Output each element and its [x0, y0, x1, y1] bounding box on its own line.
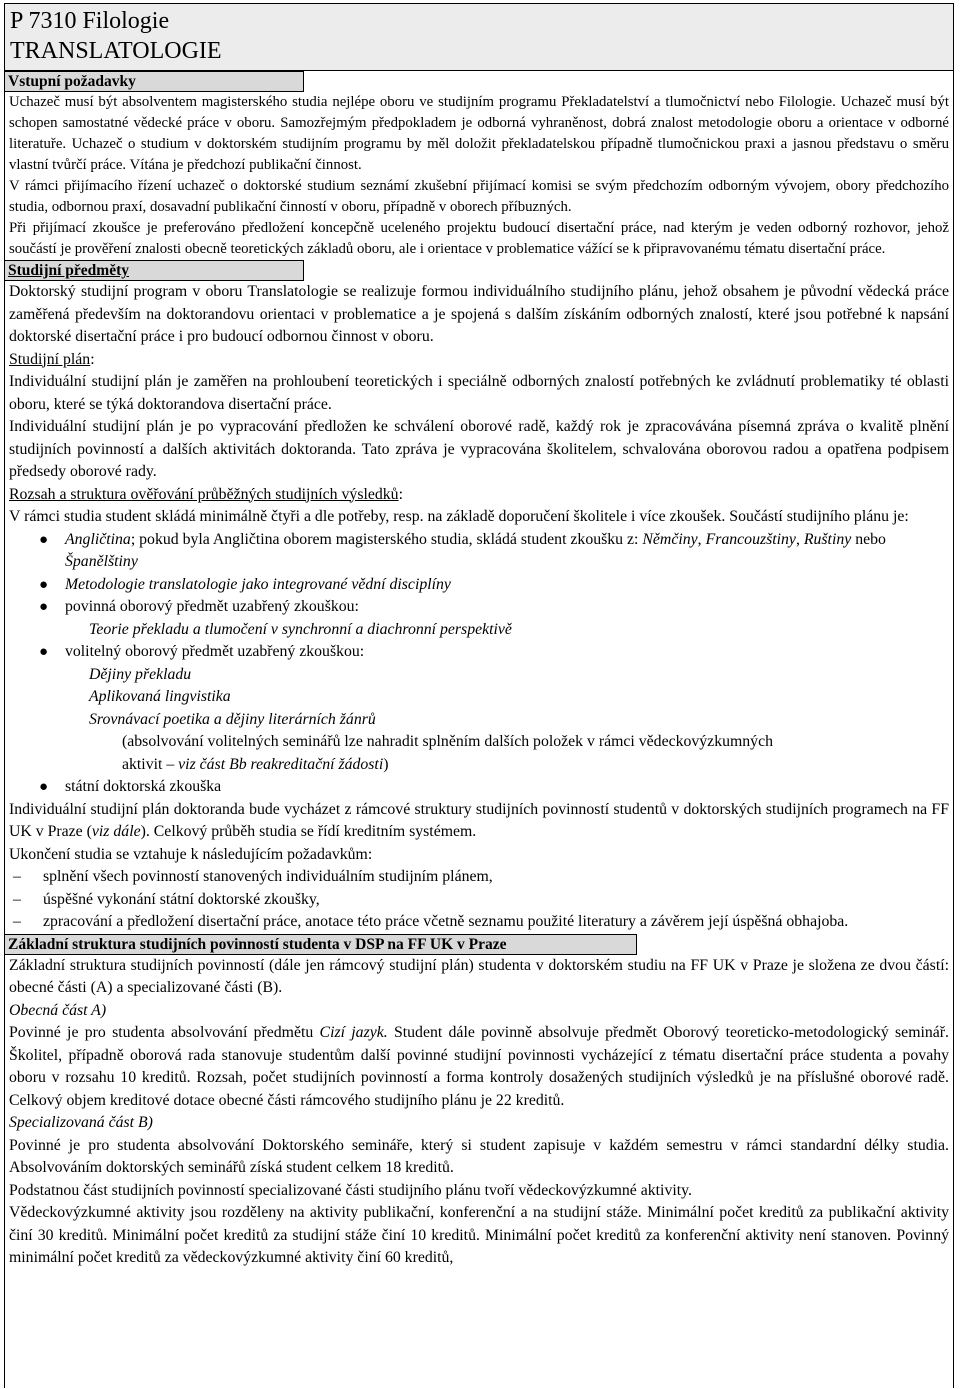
list-item: ● povinná oborový předmět uzabřený zkouškou:: [35, 596, 949, 619]
required-subject-item: Teorie překladu a tlumočení v synchronní a diachronní perspektivě: [89, 620, 512, 638]
field-title: TRANSLATOLOGIE: [10, 38, 222, 64]
study-plan-paragraph-1: Individuální studijní plán je zaměřen na prohloubení teoretických i speciálně odborných znalostí potřebných ke zvládnutí problematiky té oblasti oboru, které se týká doktorandova disertační práce.: [9, 373, 949, 413]
document-page: [4, 3, 954, 1388]
study-plan-bullet-list: [9, 529, 949, 619]
elective-subject-item: Srovnávací poetika a dějiny literárních žánrů: [89, 710, 376, 728]
dash-icon: –: [13, 890, 21, 908]
program-code-title: P 7310 Filologie: [10, 8, 170, 34]
elective-note-line-2: aktivit – viz část Bb reakreditační žádosti): [122, 755, 389, 773]
part-b-paragraph-2: Podstatnou část studijních povinností specializované části studijního plánu tvoří vědeckovýzkumné aktivity.: [9, 1181, 692, 1199]
part-a-label: Obecná část A): [9, 1001, 107, 1019]
scope-label: Rozsah a struktura ověřování průběžných studijních výsledků: [9, 485, 399, 503]
study-plan-paragraph-2: Individuální studijní plán je po vypracování předložen ke schválení oborové radě, každý rok je zpracovávána písemná zpráva o kvalitě plnění studijních povinností a dalších aktivitách doktoranda. Tato zpráva je vypracována školitelem, schvalována oborovou radou a opatřena podpisem předsedy oborové rady.: [9, 418, 949, 480]
list-item: ● Metodologie translatologie jako integrované vědní disciplíny: [35, 574, 949, 597]
elective-note-line-1: (absolvování volitelných seminářů lze nahradit splněním dalších položek v rámci vědeckovýzkumných: [122, 733, 773, 750]
elective-subject-item: Aplikovaná lingvistika: [89, 688, 231, 705]
part-b-paragraph-1: Povinné je pro studenta absolvování Doktorského semináře, který si student zapisuje v každém semestru v rámci standardní délky studia. Absolvováním doktorských seminářů získá student celkem 18 kreditů.: [9, 1136, 949, 1176]
bullet-icon: ●: [39, 599, 49, 615]
structure-content: [5, 955, 953, 1270]
structure-paragraph-1: Základní struktura studijních povinností (dále jen rámcový studijní plán) studenta v doktorském studiu na FF UK v Praze je složena ze dvou částí: obecné části (A) a specializované části (B).: [9, 956, 949, 996]
bullet-icon: ●: [39, 644, 49, 660]
bullet-icon: ●: [39, 779, 49, 795]
requirements-paragraph-3: Při přijímací zkoušce je preferováno předložení koncepčně uceleného projektu budoucí disertační práce, nad kterým je veden odborný rozhovor, jehož součástí je prověření znalosti obecně teoretických základů oboru, ale i orientace v problematice vážící se k připravovanému tématu disertační práce.: [9, 220, 949, 257]
dash-icon: –: [13, 868, 21, 885]
bullet-icon: ●: [39, 576, 49, 593]
plan-structure-paragraph: Individuální studijní plán doktoranda bude vycházet z rámcové struktury studijních povinností studentů v doktorských studijních programech na FF UK v Praze (viz dále). Celkový průběh studia se řídí kreditním systémem.: [9, 800, 949, 840]
study-plan-heading: Studijní plán:: [9, 350, 95, 368]
part-a-paragraph: Povinné je pro studenta absolvování předmětu Cizí jazyk. Student dále povinně absolvuje předmět Oborový teoreticko-metodologický seminář. Školitel, případně oborová rada stanovuje studentům další povinné studijní povinnosti vycházející z tématu disertační práce studenta a povahy oboru v rozsahu 10 kreditů. Rozsah, počet studijních povinností a forma kontroly dosažených studijních výsledků je na příslušné oborové radě. Celkový objem kreditové dotace obecné části rámcového studijního plánu je 22 kreditů.: [9, 1024, 949, 1109]
study-plan-bullet-list-3: [9, 776, 949, 799]
list-item: – zpracování a předložení disertační práce, anotace této práce včetně seznamu použité literatury a závěrem její úspěšná obhajoba.: [9, 911, 949, 934]
list-item: – splnění všech povinností stanovených individuálním studijním plánem,: [9, 866, 949, 889]
completion-requirements-list: [9, 866, 949, 934]
dash-icon: –: [13, 913, 21, 930]
part-b-paragraph-3: Vědeckovýzkumné aktivity jsou rozděleny na aktivity publikační, konferenční a na studijní stáže. Minimální počet kreditů za publikační aktivity činí 30 kreditů. Minimální počet kreditů za studijní stáže činí 10 kreditů. Minimální počet kreditů za konferenční aktivity není stanoven. Povinný minimální počet kreditů za vědeckovýzkumné aktivity činí 60 kreditů,: [9, 1204, 949, 1266]
part-b-label: Specializovaná část B): [9, 1114, 153, 1131]
section-heading-requirements: Vstupní požadavky: [5, 71, 304, 92]
list-item: ● státní doktorská zkouška: [35, 776, 949, 799]
list-item: ● Angličtina; pokud byla Angličtina oborem magisterského studia, skládá student zkoušku z: Němčiny, Francouzštiny, Ruštiny nebo Španělštiny: [39, 530, 886, 570]
study-plan-bullet-list-2: [9, 641, 949, 664]
list-item: – úspěšné vykonání státní doktorské zkoušky,: [9, 889, 949, 912]
scope-paragraph: V rámci studia student skládá minimálně čtyři a dle potřeby, resp. na základě doporučení školitele i více zkoušek. Součástí studijního plánu je:: [9, 508, 909, 525]
elective-subject-item: Dějiny překladu: [89, 665, 192, 683]
section-heading-subjects: Studijní předměty: [5, 260, 304, 281]
requirements-content: [5, 92, 953, 260]
list-item: ● volitelný oborový předmět uzabřený zkouškou:: [35, 641, 949, 664]
study-plan-label: Studijní plán: [9, 350, 91, 368]
subjects-paragraph-1: Doktorský studijní program v oboru Translatologie se realizuje formou individuálního studijního plánu, jehož obsahem je původní vědecká práce zaměřená především na doktorandovu orientaci v problematice a je spojená s dalším získáním odborných znalostí, které jsou potřebné k napsání doktorské disertační práce i pro budoucí odbornou činnost v oboru.: [9, 283, 949, 345]
completion-intro: Ukončení studia se vztahuje k následujícím požadavkům:: [9, 845, 373, 863]
requirements-paragraph-1: Uchazeč musí být absolventem magisterského studia nejlépe oboru ve studijním programu Překladatelství a tlumočnictví nebo Filologie. Uchazeč musí být schopen samostatné vědecké práce v oboru. Samozřejmým předpokladem je odborná vyhraněnost, dobrá znalost metodologie oboru a orientace v odborné literatuře. Uchazeč o studium v doktorském studijním programu by měl doložit překladatelskou případně tlumočnickou praxi a jasnou představu o směru vlastní tvůrčí práce. Vítána je předchozí publikační činnost.: [9, 94, 949, 173]
bullet-icon: ●: [39, 531, 49, 548]
subjects-content: [5, 281, 953, 934]
scope-heading: Rozsah a struktura ověřování průběžných studijních výsledků:: [9, 485, 403, 503]
document-header: [5, 4, 953, 71]
section-heading-structure: Základní struktura studijních povinností studenta v DSP na FF UK v Praze: [5, 934, 637, 955]
requirements-paragraph-2: V rámci přijímacího řízení uchazeč o doktorské studium seznámí zkušební přijímací komisi se svým předchozím odborným vývojem, obory předchozího studia, odbornou praxí, dosavadní publikační činností v oboru, případně v oborech příbuzných.: [9, 178, 949, 215]
